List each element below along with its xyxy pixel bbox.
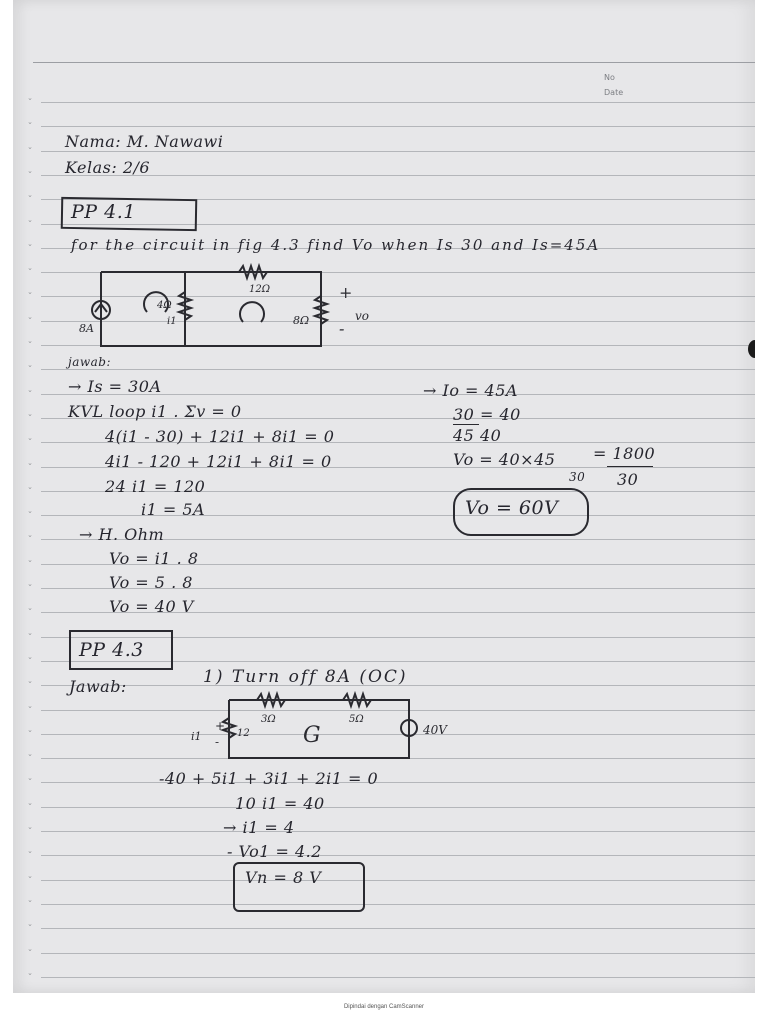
margin-tick: ˇ [27,341,34,352]
ruled-line [41,369,755,370]
margin-tick: ˇ [27,973,34,984]
pp43-plus-sign: + [215,719,226,733]
pp41-right-step-1: → Io = 45A [423,381,518,400]
pp43-node-g: G [303,723,321,748]
pp43-step-3: → i1 = 4 [223,818,295,837]
pp41-step-1: → Is = 30A [68,377,162,396]
pp41-current-label: i1 [167,316,177,327]
pp41-right-step-3: 45 40 [453,426,502,445]
margin-tick: ˇ [27,122,34,133]
pp41-r3-label: 8Ω [293,314,310,327]
ruled-line [41,831,755,832]
ruled-line [41,977,755,978]
ruled-line [41,880,755,881]
pp43-current-label: i1 [191,730,202,743]
pp43-final-answer: Vn = 8 V [245,868,322,887]
margin-tick: ˇ [27,220,34,231]
pp43-step1: 1) Turn off 8A (OC) [203,667,408,687]
pp43-r-right-label: 5Ω [349,714,364,725]
margin-tick: ˇ [27,463,34,474]
pp43-r-side-label: 12 [237,728,250,739]
margin-tick: ˇ [27,924,34,935]
margin-tick: ˇ [27,754,34,765]
pp41-source-label: 8A [79,322,94,335]
pp43-r-left-label: 3Ω [261,714,276,725]
margin-tick: ˇ [27,949,34,960]
ruled-line [41,928,755,929]
scan-footer: Dipindai dengan CamScanner [343,1004,425,1010]
pp41-right-step-7: 30 [617,470,639,489]
margin-tick: ˇ [27,98,34,109]
pp41-question: for the circuit in fig 4.3 find Vo when Is 30 and Is=45A [71,236,601,254]
pp41-r2-label: 12Ω [249,284,271,295]
header-rule [33,62,755,63]
pp41-label: PP 4.1 [71,201,136,223]
margin-tick: ˇ [27,414,34,425]
margin-tick: ˇ [27,268,34,279]
pp41-final-answer: Vo = 60V [465,497,559,519]
pp43-answer-label: Jawab: [69,677,127,696]
ruled-line [41,102,755,103]
pp43-minus-sign: - [215,735,220,749]
ruled-line [41,151,755,152]
fraction-bar-2 [607,466,653,467]
pp43-circuit-diagram [173,690,463,770]
margin-tick: ˇ [27,730,34,741]
margin-tick: ˇ [27,560,34,571]
margin-tick: ˇ [27,778,34,789]
ruled-line [41,904,755,905]
margin-tick: ˇ [27,584,34,595]
margin-tick: ˇ [27,633,34,644]
margin-tick: ˇ [27,244,34,255]
ruled-line [41,807,755,808]
fraction-bar [453,424,479,425]
pp41-minus-sign: - [339,319,345,338]
margin-tick: ˇ [27,147,34,158]
student-name: Nama: M. Nawawi [65,132,224,151]
ruled-line [41,126,755,127]
pp41-step-5: 24 i1 = 120 [105,477,206,496]
margin-tick: ˇ [27,657,34,668]
no-label: No [604,73,615,82]
pp41-plus-sign: + [339,283,353,302]
margin-tick: ˇ [27,803,34,814]
binder-hole [748,340,755,358]
margin-tick: ˇ [27,900,34,911]
pp41-answer-label: jawab: [68,355,112,369]
date-label: Date [604,88,624,97]
margin-tick: ˇ [27,827,34,838]
margin-tick: ˇ [27,681,34,692]
margin-tick: ˇ [27,438,34,449]
pp41-step-9: Vo = 5 . 8 [109,573,193,592]
pp41-step-7: → H. Ohm [79,525,165,544]
pp41-step-6: i1 = 5A [141,500,206,519]
pp43-label: PP 4.3 [79,639,144,661]
margin-tick: ˇ [27,390,34,401]
margin-tick: ˇ [27,851,34,862]
pp41-step-2: KVL loop i1 . Σv = 0 [68,402,242,421]
ruled-line [41,782,755,783]
pp41-step-4: 4i1 - 120 + 12i1 + 8i1 = 0 [105,452,332,471]
pp41-right-step-5: 30 [569,470,586,484]
ruled-line [41,953,755,954]
pp41-vo-label: vo [355,309,370,323]
pp41-right-step-2: 30 = 40 [453,405,521,424]
margin-tick: ˇ [27,171,34,182]
pp41-right-step-6: = 1800 [593,444,656,463]
student-class: Kelas: 2/6 [65,158,151,177]
margin-tick: ˇ [27,487,34,498]
pp41-step-3: 4(i1 - 30) + 12i1 + 8i1 = 0 [105,427,335,446]
margin-tick: ˇ [27,511,34,522]
pp41-r1-label: 4Ω [157,300,172,311]
pp41-step-8: Vo = i1 . 8 [109,549,199,568]
margin-tick: ˇ [27,365,34,376]
margin-tick: ˇ [27,292,34,303]
notebook-page [13,0,755,993]
pp41-right-step-4: Vo = 40×45 [453,450,556,469]
pp43-step-1: -40 + 5i1 + 3i1 + 2i1 = 0 [159,769,379,788]
pp41-step-10: Vo = 40 V [109,597,194,616]
margin-tick: ˇ [27,195,34,206]
margin-tick: ˇ [27,608,34,619]
margin-tick: ˇ [27,876,34,887]
pp43-step-2: 10 i1 = 40 [235,794,325,813]
pp41-circuit-diagram [79,262,370,362]
margin-tick: ˇ [27,706,34,717]
ruled-line [41,855,755,856]
margin-tick: ˇ [27,535,34,546]
pp43-source-label: 40V [423,723,447,737]
margin-tick: ˇ [27,317,34,328]
pp43-step-4: - Vo1 = 4.2 [227,842,322,861]
